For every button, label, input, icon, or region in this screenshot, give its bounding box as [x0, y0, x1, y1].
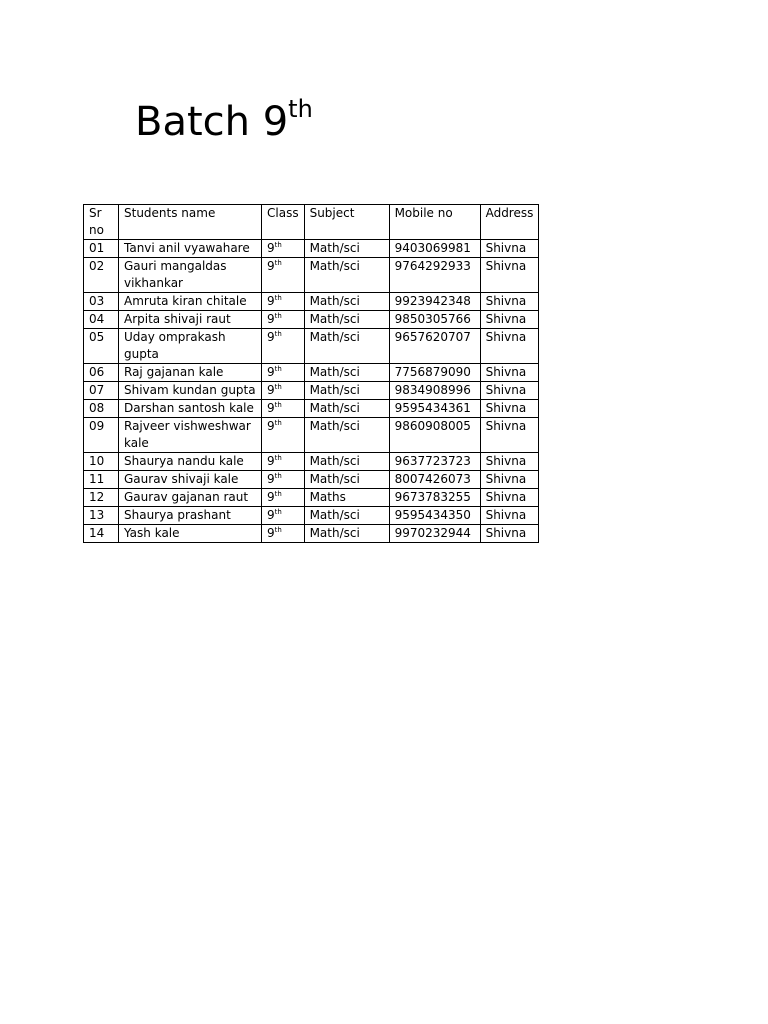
cell-class — [262, 471, 305, 489]
cell-mobile-no: 9673783255 — [389, 489, 480, 507]
cell-student-name: Arpita shivaji raut — [119, 311, 262, 329]
cell-mobile-no: 9860908005 — [389, 418, 480, 453]
class-number: 9 — [267, 365, 275, 379]
cell-sr-no: 13 — [84, 507, 119, 525]
cell-subject: Math/sci — [304, 525, 389, 543]
cell-student-name: Amruta kiran chitale — [119, 293, 262, 311]
cell-mobile-no: 9970232944 — [389, 525, 480, 543]
cell-mobile-no: 8007426073 — [389, 471, 480, 489]
cell-class — [262, 525, 305, 543]
cell-sr-no: 12 — [84, 489, 119, 507]
class-number: 9 — [267, 383, 275, 397]
cell-address: Shivna — [480, 453, 539, 471]
cell-mobile-no: 9923942348 — [389, 293, 480, 311]
class-superscript: th — [274, 526, 282, 534]
class-number: 9 — [267, 526, 275, 540]
header-students-name: Students name — [119, 205, 262, 240]
page-title — [135, 96, 313, 148]
class-superscript: th — [274, 259, 282, 267]
cell-sr-no: 14 — [84, 525, 119, 543]
cell-subject: Math/sci — [304, 258, 389, 293]
table-row — [84, 258, 539, 293]
cell-student-name: Tanvi anil vyawahare — [119, 240, 262, 258]
header-address: Address — [480, 205, 539, 240]
cell-subject: Math/sci — [304, 400, 389, 418]
class-superscript: th — [274, 401, 282, 409]
cell-sr-no: 05 — [84, 329, 119, 364]
cell-address: Shivna — [480, 311, 539, 329]
class-number: 9 — [267, 312, 275, 326]
cell-address: Shivna — [480, 507, 539, 525]
table-header-row — [84, 205, 539, 240]
cell-sr-no: 09 — [84, 418, 119, 453]
cell-sr-no: 03 — [84, 293, 119, 311]
student-table — [83, 204, 539, 543]
class-number: 9 — [267, 419, 275, 433]
header-class: Class — [262, 205, 305, 240]
table-row — [84, 507, 539, 525]
cell-subject: Math/sci — [304, 507, 389, 525]
cell-subject: Math/sci — [304, 382, 389, 400]
table-row — [84, 525, 539, 543]
cell-class — [262, 240, 305, 258]
cell-subject: Math/sci — [304, 471, 389, 489]
page-title-superscript: th — [288, 95, 313, 123]
class-superscript: th — [274, 419, 282, 427]
table-row — [84, 311, 539, 329]
cell-mobile-no: 9850305766 — [389, 311, 480, 329]
cell-address: Shivna — [480, 382, 539, 400]
class-superscript: th — [274, 365, 282, 373]
cell-subject: Math/sci — [304, 418, 389, 453]
class-superscript: th — [274, 490, 282, 498]
page-title-text: Batch 9 — [135, 99, 289, 145]
cell-address: Shivna — [480, 240, 539, 258]
cell-class — [262, 400, 305, 418]
class-superscript: th — [274, 241, 282, 249]
student-table-body — [84, 205, 539, 543]
cell-subject: Math/sci — [304, 329, 389, 364]
cell-mobile-no: 9595434361 — [389, 400, 480, 418]
cell-address: Shivna — [480, 364, 539, 382]
cell-address: Shivna — [480, 489, 539, 507]
cell-class — [262, 507, 305, 525]
cell-student-name: Gaurav gajanan raut — [119, 489, 262, 507]
cell-subject: Math/sci — [304, 311, 389, 329]
cell-sr-no: 07 — [84, 382, 119, 400]
cell-subject: Maths — [304, 489, 389, 507]
class-number: 9 — [267, 401, 275, 415]
cell-sr-no: 01 — [84, 240, 119, 258]
header-mobile-no: Mobile no — [389, 205, 480, 240]
table-row — [84, 418, 539, 453]
cell-class — [262, 293, 305, 311]
class-number: 9 — [267, 508, 275, 522]
class-number: 9 — [267, 472, 275, 486]
cell-student-name: Gaurav shivaji kale — [119, 471, 262, 489]
cell-sr-no: 02 — [84, 258, 119, 293]
table-row — [84, 489, 539, 507]
cell-sr-no: 10 — [84, 453, 119, 471]
cell-class — [262, 418, 305, 453]
cell-address: Shivna — [480, 400, 539, 418]
cell-class — [262, 382, 305, 400]
cell-address: Shivna — [480, 329, 539, 364]
table-row — [84, 293, 539, 311]
class-superscript: th — [274, 330, 282, 338]
class-superscript: th — [274, 454, 282, 462]
table-row — [84, 400, 539, 418]
cell-address: Shivna — [480, 293, 539, 311]
cell-student-name: Gauri mangaldas vikhankar — [119, 258, 262, 293]
cell-class — [262, 258, 305, 293]
cell-student-name: Raj gajanan kale — [119, 364, 262, 382]
table-row — [84, 240, 539, 258]
cell-student-name: Shaurya nandu kale — [119, 453, 262, 471]
cell-address: Shivna — [480, 418, 539, 453]
cell-address: Shivna — [480, 471, 539, 489]
cell-student-name: Yash kale — [119, 525, 262, 543]
cell-class — [262, 364, 305, 382]
cell-mobile-no: 9595434350 — [389, 507, 480, 525]
cell-class — [262, 311, 305, 329]
class-superscript: th — [274, 294, 282, 302]
cell-subject: Math/sci — [304, 293, 389, 311]
cell-class — [262, 453, 305, 471]
cell-sr-no: 06 — [84, 364, 119, 382]
cell-student-name: Rajveer vishweshwar kale — [119, 418, 262, 453]
cell-class — [262, 329, 305, 364]
cell-address: Shivna — [480, 525, 539, 543]
table-row — [84, 364, 539, 382]
table-row — [84, 382, 539, 400]
cell-student-name: Shivam kundan gupta — [119, 382, 262, 400]
class-superscript: th — [274, 383, 282, 391]
cell-mobile-no: 9764292933 — [389, 258, 480, 293]
cell-mobile-no: 9637723723 — [389, 453, 480, 471]
table-row — [84, 329, 539, 364]
cell-student-name: Shaurya prashant — [119, 507, 262, 525]
table-row — [84, 471, 539, 489]
class-superscript: th — [274, 472, 282, 480]
cell-subject: Math/sci — [304, 240, 389, 258]
class-number: 9 — [267, 490, 275, 504]
cell-sr-no: 11 — [84, 471, 119, 489]
cell-student-name: Uday omprakash gupta — [119, 329, 262, 364]
class-number: 9 — [267, 454, 275, 468]
class-superscript: th — [274, 312, 282, 320]
class-number: 9 — [267, 294, 275, 308]
class-superscript: th — [274, 508, 282, 516]
cell-sr-no: 08 — [84, 400, 119, 418]
cell-class — [262, 489, 305, 507]
cell-subject: Math/sci — [304, 364, 389, 382]
cell-subject: Math/sci — [304, 453, 389, 471]
class-number: 9 — [267, 330, 275, 344]
cell-mobile-no: 9834908996 — [389, 382, 480, 400]
class-number: 9 — [267, 241, 275, 255]
header-subject: Subject — [304, 205, 389, 240]
header-sr-no: Sr no — [84, 205, 119, 240]
cell-student-name: Darshan santosh kale — [119, 400, 262, 418]
cell-sr-no: 04 — [84, 311, 119, 329]
cell-mobile-no: 9403069981 — [389, 240, 480, 258]
table-row — [84, 453, 539, 471]
cell-address: Shivna — [480, 258, 539, 293]
class-number: 9 — [267, 259, 275, 273]
cell-mobile-no: 9657620707 — [389, 329, 480, 364]
cell-mobile-no: 7756879090 — [389, 364, 480, 382]
